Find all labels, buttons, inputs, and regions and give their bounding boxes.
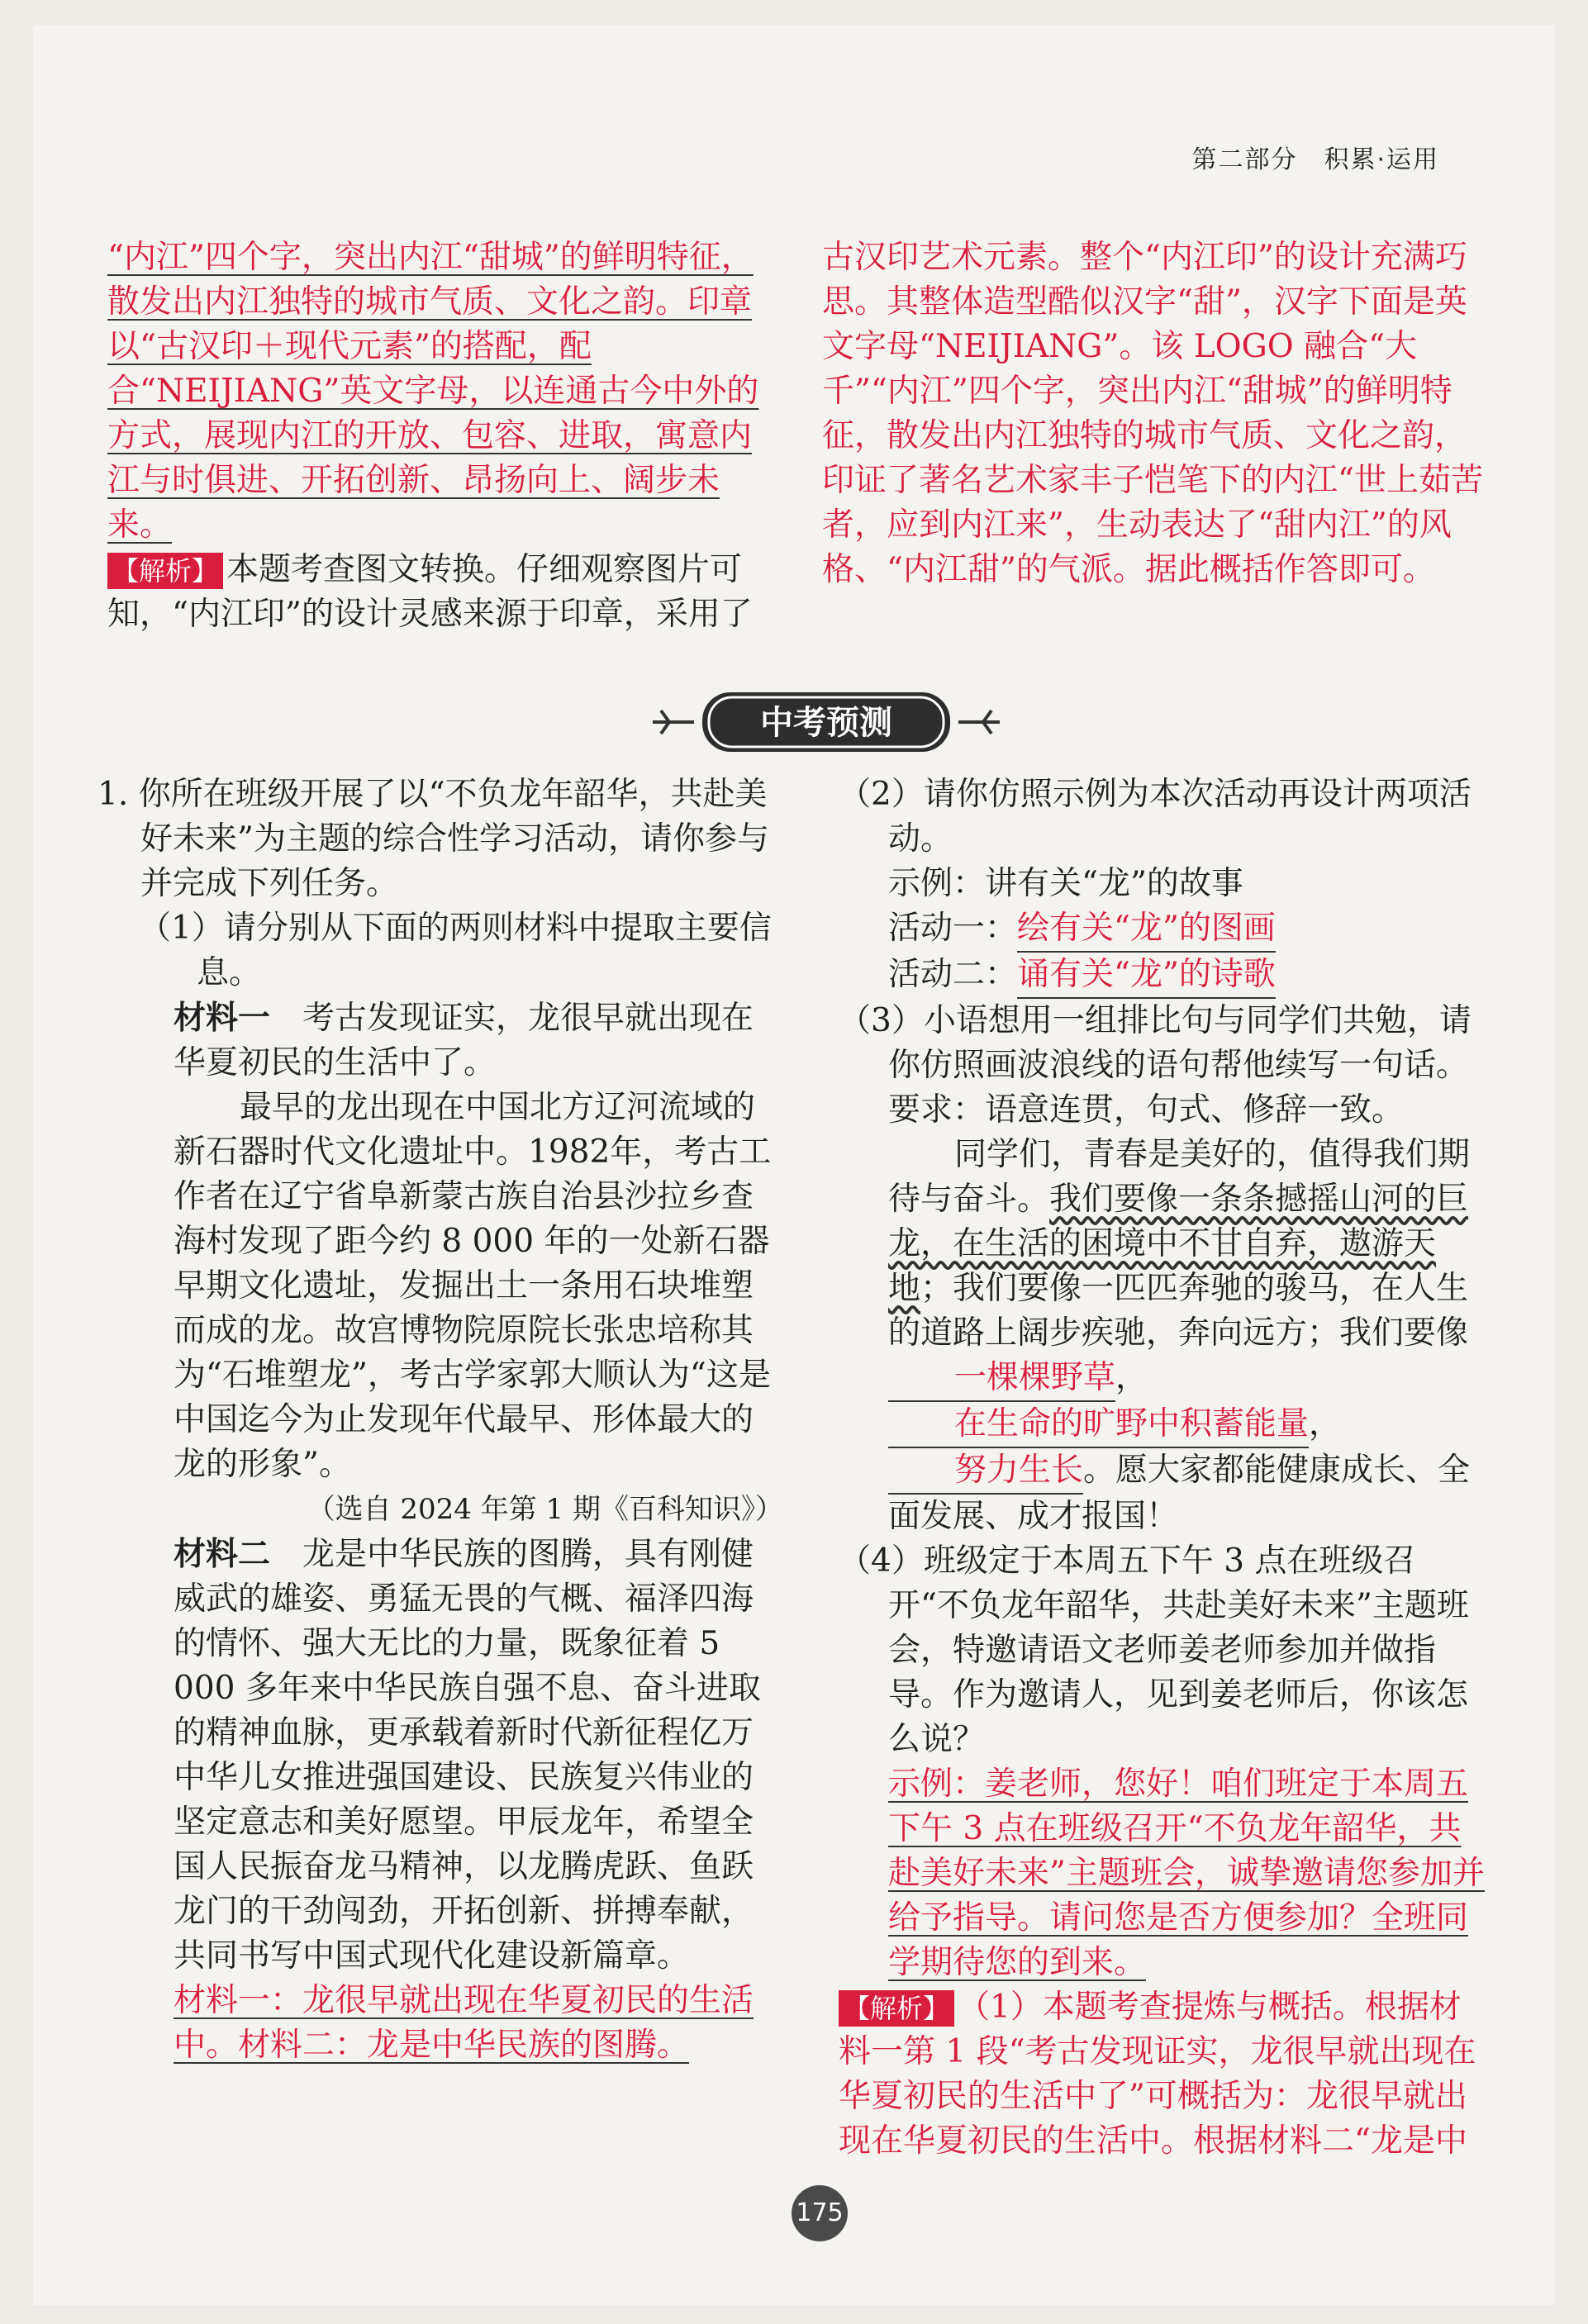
page-number: 175: [792, 2185, 848, 2241]
section-banner: [644, 686, 1008, 758]
analysis-tag-2: 【解析】: [839, 1990, 954, 2027]
left-column: [97, 772, 783, 2068]
banner-title: 中考预测: [760, 704, 892, 742]
analysis-text: 本题考查图文转换。仔细观察图片可知，“内江印”的设计灵感来源于印章，采用了: [107, 551, 753, 633]
fill-blank-3: 努力生长: [888, 1448, 1083, 1495]
material-1-lead: 考古发现证实，龙很早就出现在华夏初民的生活中了。: [174, 1000, 754, 1081]
activity-1-answer: 绘有关“龙”的图画: [1017, 906, 1276, 953]
question-1-1: （1）请分别从下面的两则材料中提取主要信息。: [139, 910, 772, 991]
question-1: 1. 你所在班级开展了以“不负龙年韶华，共赴美好未来”为主题的综合性学习活动，请你参与并完成下列任务。: [97, 776, 769, 902]
page: [33, 25, 1555, 2305]
question-1-2: （2）请你仿照示例为本次活动再设计两项活动。: [839, 776, 1472, 858]
analysis-continued: 古汉印艺术元素。整个“内江印”的设计充满巧思。其整体造型酷似汉字“甜”，汉字下面是英文字母“NEIJIANG”。该 LOGO 融合“大千”“内江”四个字，突出内江“甜城”的鲜明特征，散发出内江独特的城市气质、文化之韵，印证了著名艺术家丰子恺笔下的内江“世上茹苦者，应到内江来”，生动表达了“甜内江”的风格、“内江甜”的气派。据此概括作答即可。: [822, 239, 1483, 588]
activity-2-answer: 诵有关“龙”的诗歌: [1017, 953, 1276, 999]
paragraph-middle: ；我们要像一匹匹奔驰的骏马，在人生的道路上阔步疾驰，奔向远方；我们要像: [888, 1270, 1469, 1352]
answer-text: “内江”四个字，突出内江“甜城”的鲜明特征，散发出内江独特的城市气质、文化之韵。印章以“古汉印＋现代元素”的搭配，配合“NEIJIANG”英文字母，以连通古今中外的方式，展现内江的开放、包容、进取，寓意内江与时俱进、开拓创新、昂扬向上、阔步未来。: [107, 239, 759, 544]
paragraph-intro: 同学们，青春是美好的，值得我们期待与奋斗。: [888, 1136, 1471, 1218]
material-2-body: 龙是中华民族的图腾，具有刚健威武的雄姿、勇猛无畏的气概、福泽四海的情怀、强大无比的力量，既象征着 5 000 多年来中华民族自强不息、奋斗进取的精神血脉，更承载着新时代新征程亿万中华儿女推进强国建设、民族复兴伟业的坚定意志和美好愿望。甲辰龙年，希望全国人民振奋龙马精神，以龙腾虎跃、鱼跃龙门的干劲闯劲，开拓创新、拼搏奉献，共同书写中国式现代化建设新篇章。: [174, 1536, 761, 1975]
right-column: [839, 772, 1491, 2164]
analysis-text-2: （1）本题考查提炼与概括。根据材料一第 1 段“考古发现证实，龙很早就出现在华夏初民的生活中了”可概括为：龙很早就出现在华夏初民的生活中。根据材料二“龙是中: [839, 1989, 1476, 2160]
question-1-3: （3）小语想用一组排比句与同学们共勉，请你仿照画波浪线的语句帮他续写一句话。要求：语意连贯，句式、修辞一致。: [839, 1002, 1472, 1129]
example-text: 示例：讲有关“龙”的故事: [888, 865, 1243, 902]
analysis-tag: 【解析】: [107, 553, 223, 589]
fill-blank-1: 一棵棵野草: [888, 1356, 1115, 1402]
material-1-source: （选自 2024 年第 1 期《百科知识》）: [307, 1493, 783, 1526]
top-left-column: [107, 235, 777, 637]
top-right-column: [822, 235, 1483, 592]
material-2-label: 材料二: [174, 1535, 271, 1573]
material-1-label: 材料一: [174, 999, 271, 1037]
question-1-4: （4）班级定于本周五下午 3 点在班级召开“不负龙年韶华，共赴美好未来”主题班会，特邀请语文老师姜老师参加并做指导。作为邀请人，见到姜老师后，你该怎么说？: [839, 1542, 1469, 1758]
answer-1-4: 示例：姜老师，您好！咱们班定于本周五下午 3 点在班级召开“不负龙年韶华，共赴美好未来”主题班会，诚挚邀请您参加并给予指导。请问您是否方便参加？全班同学期待您的到来。: [888, 1766, 1485, 1981]
material-1-body: 最早的龙出现在中国北方辽河流域的新石器时代文化遗址中。1982年，考古工作者在辽宁省阜新蒙古族自治县沙拉乡查海村发现了距今约 8 000 年的一处新石器早期文化遗址，发掘出土一条用石块堆塑而成的龙。故宫博物院原院长张忠培称其为“石堆塑龙”，考古学家郭大顺认为“这是中国迄今为止发现年代最早、形体最大的龙的形象”。: [174, 1089, 772, 1483]
fill-blank-2: 在生命的旷野中积蓄能量: [888, 1402, 1309, 1448]
paragraph-end: 。愿大家都能健康成长、全面发展、成才报国！: [888, 1452, 1471, 1535]
page-header: 第二部分 积累·运用: [1191, 145, 1439, 174]
wavy-sentence: 我们要像一条条撼摇山河的巨龙，在生活的困境中不甘自弃，遨游天地: [888, 1181, 1469, 1307]
activity-1-label: 活动一：: [888, 910, 1018, 947]
answer-1-1: 材料一：龙很早就出现在华夏初民的生活中。材料二：龙是中华民族的图腾。: [174, 1982, 754, 2064]
parallel-paragraph: [839, 1133, 1491, 1539]
activity-2-label: 活动二：: [888, 956, 1018, 993]
comma-2: ，: [1309, 1405, 1342, 1442]
comma: ，: [1115, 1359, 1148, 1396]
